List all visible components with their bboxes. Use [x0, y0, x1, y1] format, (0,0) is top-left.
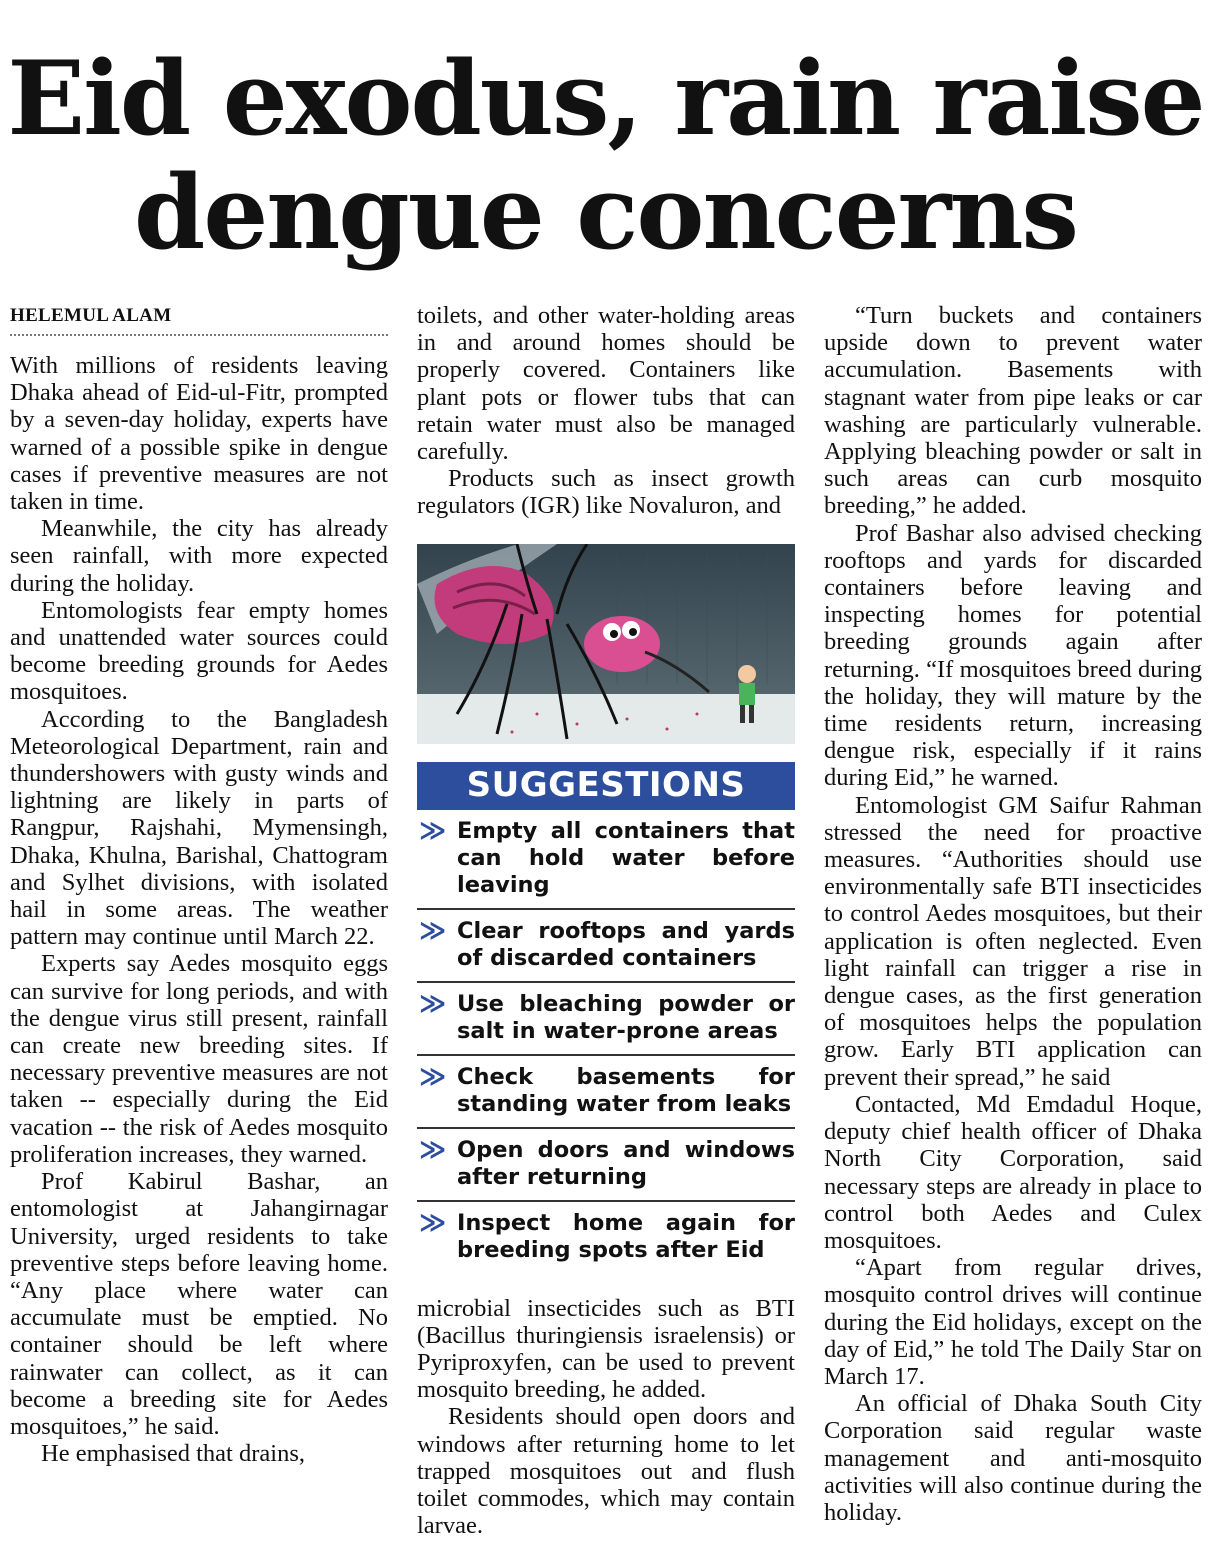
paragraph: Entomologists fear empty homes and unattended water sources could become breeding grounds for Aedes mosquitoes. [10, 596, 388, 706]
suggestions-title: SUGGESTIONS [417, 762, 795, 810]
paragraph: microbial insecticides such as BTI (Bacillus thuringiensis israelensis) or Pyriproxyfen, can be used to prevent mosquito breeding, he added. [417, 1294, 795, 1404]
suggestion-text: Open doors and windows after returning [457, 1136, 795, 1190]
suggestion-item [417, 1202, 795, 1273]
chevron-right-icon: ≫ [419, 1134, 447, 1165]
paragraph: With millions of residents leaving Dhaka ahead of Eid-ul-Fitr, prompted by a seven-day holiday, experts have warned of a possible spike in dengue cases if preventive measures are not taken in time. [10, 352, 388, 516]
suggestions-list [417, 810, 795, 1273]
paragraph: Prof Kabirul Bashar, an entomologist at Jahangirnagar University, urged residents to take preventive steps before leaving home. “Any place where water can accumulate must be emptied. No container should be left where rainwater can collect, as it can become a breeding site for Aedes mosquitoes,” he said. [10, 1168, 388, 1440]
paragraph: “Turn buckets and containers upside down to prevent water accumulation. Basements with stagnant water from pipe leaks or car washing are particularly vulnerable. Applying bleaching powder or salt in such areas can curb mosquito breeding,” he added. [824, 302, 1202, 520]
article-column-3 [824, 302, 1202, 1526]
suggestion-text: Clear rooftops and yards of discarded containers [457, 917, 795, 971]
paragraph: Contacted, Md Emdadul Hoque, deputy chief health officer of Dhaka North City Corporation, said necessary steps are already in place to control both Aedes and Culex mosquitoes. [824, 1090, 1202, 1254]
paragraph: An official of Dhaka South City Corporation said regular waste management and anti-mosquito activities will also continue during the holiday. [824, 1390, 1202, 1526]
chevron-right-icon: ≫ [419, 1207, 447, 1238]
chevron-right-icon: ≫ [419, 815, 447, 846]
suggestion-item [417, 910, 795, 983]
suggestion-item [417, 983, 795, 1056]
suggestion-item [417, 1056, 795, 1129]
suggestion-text: Check basements for standing water from leaks [457, 1063, 795, 1117]
paragraph: Meanwhile, the city has already seen rainfall, with more expected during the holiday. [10, 515, 388, 597]
suggestion-text: Empty all containers that can hold water before leaving [457, 817, 795, 898]
paragraph: Entomologist GM Saifur Rahman stressed the need for proactive measures. “Authorities should use environmentally safe BTI insecticides to control Aedes mosquitoes, but their application is often neglected. Even light rainfall can trigger a rise in dengue cases, as the first generation of mosquitoes helps the population grow. Early BTI application can prevent their spread,” he said [824, 791, 1202, 1091]
suggestion-item [417, 1129, 795, 1202]
paragraph: toilets, and other water-holding areas in and around homes should be properly covered. Containers like plant pots or flower tubs that can retain water must also be managed carefully. [417, 302, 795, 466]
paragraph: According to the Bangladesh Meteorological Department, rain and thundershowers with gusty winds and lightning are likely in parts of Rangpur, Rajshahi, Mymensingh, Dhaka, Khulna, Barishal, Chattogram and Sylhet divisions, with isolated hail in some areas. The weather pattern may continue until March 22. [10, 705, 388, 951]
mosquito-illustration [417, 544, 795, 744]
chevron-right-icon: ≫ [419, 988, 447, 1019]
chevron-right-icon: ≫ [419, 915, 447, 946]
paragraph: Experts say Aedes mosquito eggs can survive for long periods, and with the dengue virus still present, rainfall can create new breeding sites. If necessary preventive measures are not taken -- especially during the Eid vacation -- the risk of Aedes mosquito proliferation increases, they warned. [10, 950, 388, 1168]
paragraph: Residents should open doors and windows after returning home to let trapped mosquitoes out and flush toilet commodes, which may contain larvae. [417, 1403, 795, 1540]
suggestion-item [417, 810, 795, 910]
paragraph: Products such as insect growth regulators (IGR) like Novaluron, and [417, 465, 795, 520]
paragraph: “Apart from regular drives, mosquito control drives will continue during the Eid holidays, except on the day of Eid,” he told The Daily Star on March 17. [824, 1254, 1202, 1390]
article-column-2 [417, 302, 795, 1539]
chevron-right-icon: ≫ [419, 1061, 447, 1092]
paragraph: He emphasised that drains, [41, 1440, 305, 1468]
suggestion-text: Use bleaching powder or salt in water-prone areas [457, 990, 795, 1044]
headline [0, 39, 1211, 273]
headline-line-1: Eid exodus, rain raise [7, 39, 1204, 159]
paragraph: Prof Bashar also advised checking rooftops and yards for discarded containers before leaving and inspecting homes for potential breeding grounds again after returning. “If mosquitoes breed during the holiday, they will mature by the time residents return, increasing dengue risk, especially if it rains during Eid,” he warned. [824, 519, 1202, 792]
suggestion-text: Inspect home again for breeding spots after Eid [457, 1209, 795, 1263]
headline-line-2: dengue concerns [134, 153, 1077, 273]
byline: HELEMUL ALAM [10, 302, 388, 336]
article-column-1 [10, 302, 388, 1467]
